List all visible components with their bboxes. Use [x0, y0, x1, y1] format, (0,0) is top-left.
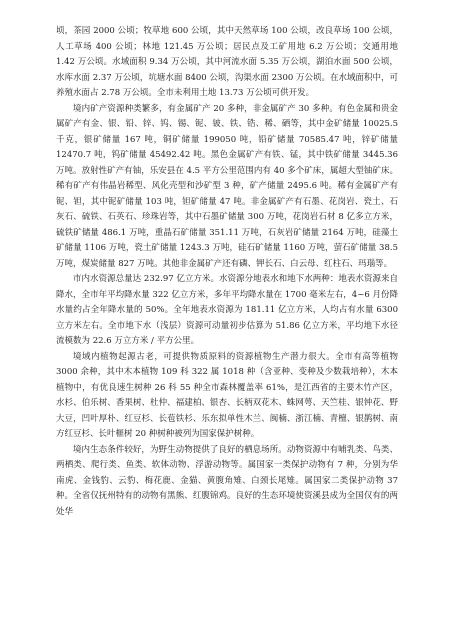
document-body [56, 24, 398, 520]
paragraph-land-use: 顷，茶园 2000 公顷；牧草地 600 公顷，其中天然草场 100 公顷，改良草场 100 公顷，人工草场 400 公顷；林地 121.45 万公顷；居民点及工矿用地 6.2 万公顷；交通用地 1.42 万公顷。水域面积 9.34 万公顷，其中河流水面 5.35 万公顷，湖泊水面 500 公顷，水库水面 2.37 万公顷，坑塘水面 8400 公顷，沟渠水面 2300 万公顷。在水域面积中，可养殖水面占 2.78 万公顷。全市未利用土地 13.73 万公顷可供开发。 [56, 26, 398, 98]
paragraph-animal-resources: 境内生态条件较好，为野生动物提供了良好的栖息场所。动物资源中有哺乳类、鸟类、两栖类、爬行类、鱼类、软体动物、浮游动物等。属国家一类保护动物有 7 种，分别为华南虎、金钱豹、云豹、梅花鹿、金猫、黄腹角雉、白颈长尾雉。属国家二类保护动物 37 种。全省仅抚州特有的动物有黑熊、红腹锦鸡。良好的生态环境使资溪县成为全国仅有的两处华 [56, 444, 398, 517]
paragraph-plant-resources: 境域内植物起源古老，可提供物质原料的资源植物生产潜力很大。全市有高等植物 3000 余种，其中木本植物 109 科 322 属 1018 种（含亚种、变种及少数栽培种），木本植物中，有优良速生树种 26 科 55 种全市森林覆盖率 61%，是江西省的主要木竹产区，水杉、伯乐树、香果树、杜仲、福建柏、银杏、长柄双花木、蛛网萼、天竺桂、银钟花、野大豆，凹叶厚朴、红豆杉、长苞铁杉、乐东拟单性木兰、闽楠、浙江楠、青檀、银鹊树、南方红豆杉、长叶榧树 20 种树种被列为国家保护树种。 [56, 351, 398, 439]
paragraph-mineral-resources: 境内矿产资源种类繁多，有金属矿产 20 多种，非金属矿产 30 多种。有色金属和贵金属矿产有金、银、铅、锌、钨、锡、铌、铍、铁、锆、稀、硒等，其中金矿储量 10025.5 千克，银矿储量 167 吨，铜矿储量 199050 吨，铅矿储量 70585.47 吨，锌矿储量 12470.7 吨，钨矿储量 45492.42 吨。黑色金属矿产有铁、锰，其中铁矿储量 3445.36 万吨。放射性矿产有铀，乐安县在 4.5 平方公里范围内有 40 多个矿床，属超大型铀矿床。稀有矿产有伟晶岩稀型、风化壳型和沙矿型 3 种，矿产储量 2495.6 吨。稀有金属矿产有铌、钽，其中铌矿储量 103 吨，钽矿储量 47 吨。非金属矿产有石墨、花岗岩、瓷土、石灰石、硫铁、石英石、珍珠岩等，其中石墨矿储量 300 万吨，花岗岩石材 8 亿多立方米，硫铁矿储量 486.1 万吨，重晶石矿储量 351.11 万吨，石灰岩矿储量 2164 万吨，硅藻土矿储量 1106 万吨，瓷土矿储量 1243.3 万吨，硅石矿储量 1160 万吨，萤石矿储量 38.5 万吨，煤炭储量 827 万吨。其他非金属矿产还有磷、钾长石、白云母、红柱石、玛瑙等。 [56, 103, 398, 269]
paragraph-water-resources: 市内水资源总量达 232.97 亿立方米。水资源分地表水和地下水两种：地表水资源来自降水，全市年平均降水量 322 亿立方米，多年平均降水量在 1700 毫米左右，4~6 月份降水量约占全年降水量的 50%。全年地表水资源为 181.11 亿立方米，人均占有水量 6300 立方米左右。全市地下水（浅层）资源可动量初步估算为 51.86 亿立方米，平均地下水径流模数为 22.6 万立方米 / 平方公里。 [56, 274, 398, 346]
